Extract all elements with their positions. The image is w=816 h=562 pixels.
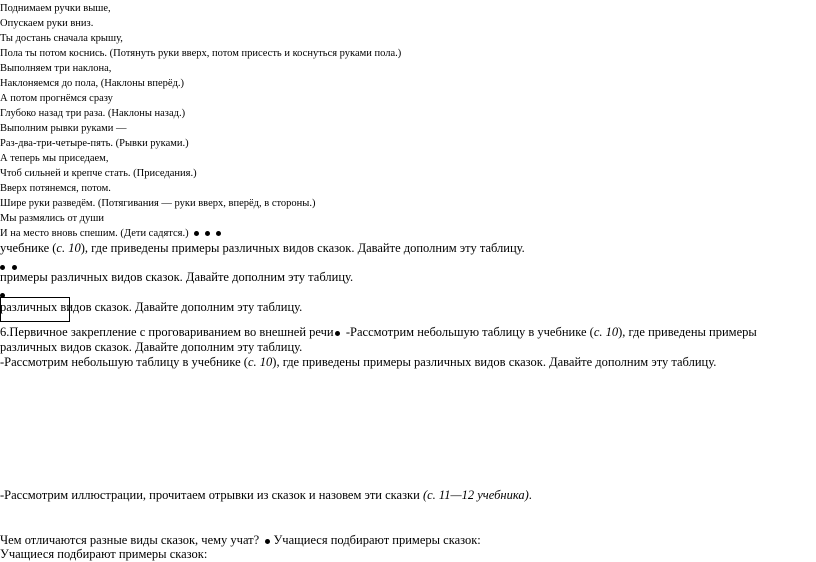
bullet-dot-icon bbox=[205, 231, 210, 236]
fragment-line-3: различных видов сказок. Давайте дополним эту таблицу. bbox=[0, 300, 303, 314]
bullet-dot-icon bbox=[216, 231, 221, 236]
section-heading-line: 6.Первичное закрепление с проговариванием во внешней речи -Рассмотрим небольшую таблицу в учебнике (с. 10), где приведены примеры bbox=[0, 325, 757, 339]
students-line: Учащиеся подбирают примеры сказок: bbox=[0, 547, 208, 561]
poem-line: Выполняем три наклона, bbox=[0, 63, 112, 74]
poem-line: Вверх потянемся, потом. bbox=[0, 183, 111, 194]
bullet-dot-icon bbox=[194, 231, 199, 236]
poem-line: Мы размялись от души bbox=[0, 213, 104, 224]
students-note: Учащиеся подбирают примеры сказок: bbox=[273, 533, 481, 547]
poem-line: Опускаем руки вниз. bbox=[0, 18, 94, 29]
question-line bbox=[0, 533, 481, 548]
poem-line: А теперь мы приседаем, bbox=[0, 153, 109, 164]
question-text: Чем отличаются разные виды сказок, чему учат? bbox=[0, 533, 260, 547]
empty-text-frame bbox=[0, 297, 70, 322]
repeated-text-line: -Рассмотрим небольшую таблицу в учебнике (с. 10), где приведены примеры различных видов сказок. Давайте дополним эту таблицу. bbox=[0, 355, 717, 369]
section-text-line: различных видов сказок. Давайте дополним эту таблицу. bbox=[0, 340, 303, 354]
poem-line: Шире руки разведём. (Потягивания — руки вверх, вперёд, в стороны.) bbox=[0, 198, 316, 209]
fragment-line-1: учебнике (с. 10), где приведены примеры различных видов сказок. Давайте дополним эту таблицу. bbox=[0, 241, 525, 255]
poem-line: Раз-два-три-четыре-пять. (Рывки руками.) bbox=[0, 138, 189, 149]
poem-line: Чтоб сильней и крепче стать. (Приседания.) bbox=[0, 168, 197, 179]
section-title: 6.Первичное закрепление с проговариванием во внешней речи bbox=[0, 325, 334, 339]
poem-line: Пола ты потом коснись. (Потянуть руки вверх, потом присесть и коснуться руками пола.) bbox=[0, 48, 402, 59]
poem-line: Глубоко назад три раза. (Наклоны назад.) bbox=[0, 108, 186, 119]
bullet-dot-icon bbox=[335, 331, 340, 336]
poem-line: Наклоняемся до пола, (Наклоны вперёд.) bbox=[0, 78, 185, 89]
fragment-line-2: примеры различных видов сказок. Давайте дополним эту таблицу. bbox=[0, 270, 354, 284]
bullet-dot-icon bbox=[265, 539, 270, 544]
poem-line-text: И на место вновь спешим. (Дети садятся.) bbox=[0, 228, 189, 239]
poem-line: А потом прогнёмся сразу bbox=[0, 93, 113, 104]
poem-line: Ты достань сначала крышу, bbox=[0, 33, 123, 44]
poem-line-last bbox=[0, 227, 221, 240]
illustrations-line: -Рассмотрим иллюстрации, прочитаем отрывки из сказок и назовем эти сказки (с. 11—12 учебника). bbox=[0, 488, 532, 502]
poem-line: Выполним рывки руками — bbox=[0, 123, 127, 134]
poem-line: Поднимаем ручки выше, bbox=[0, 3, 111, 14]
